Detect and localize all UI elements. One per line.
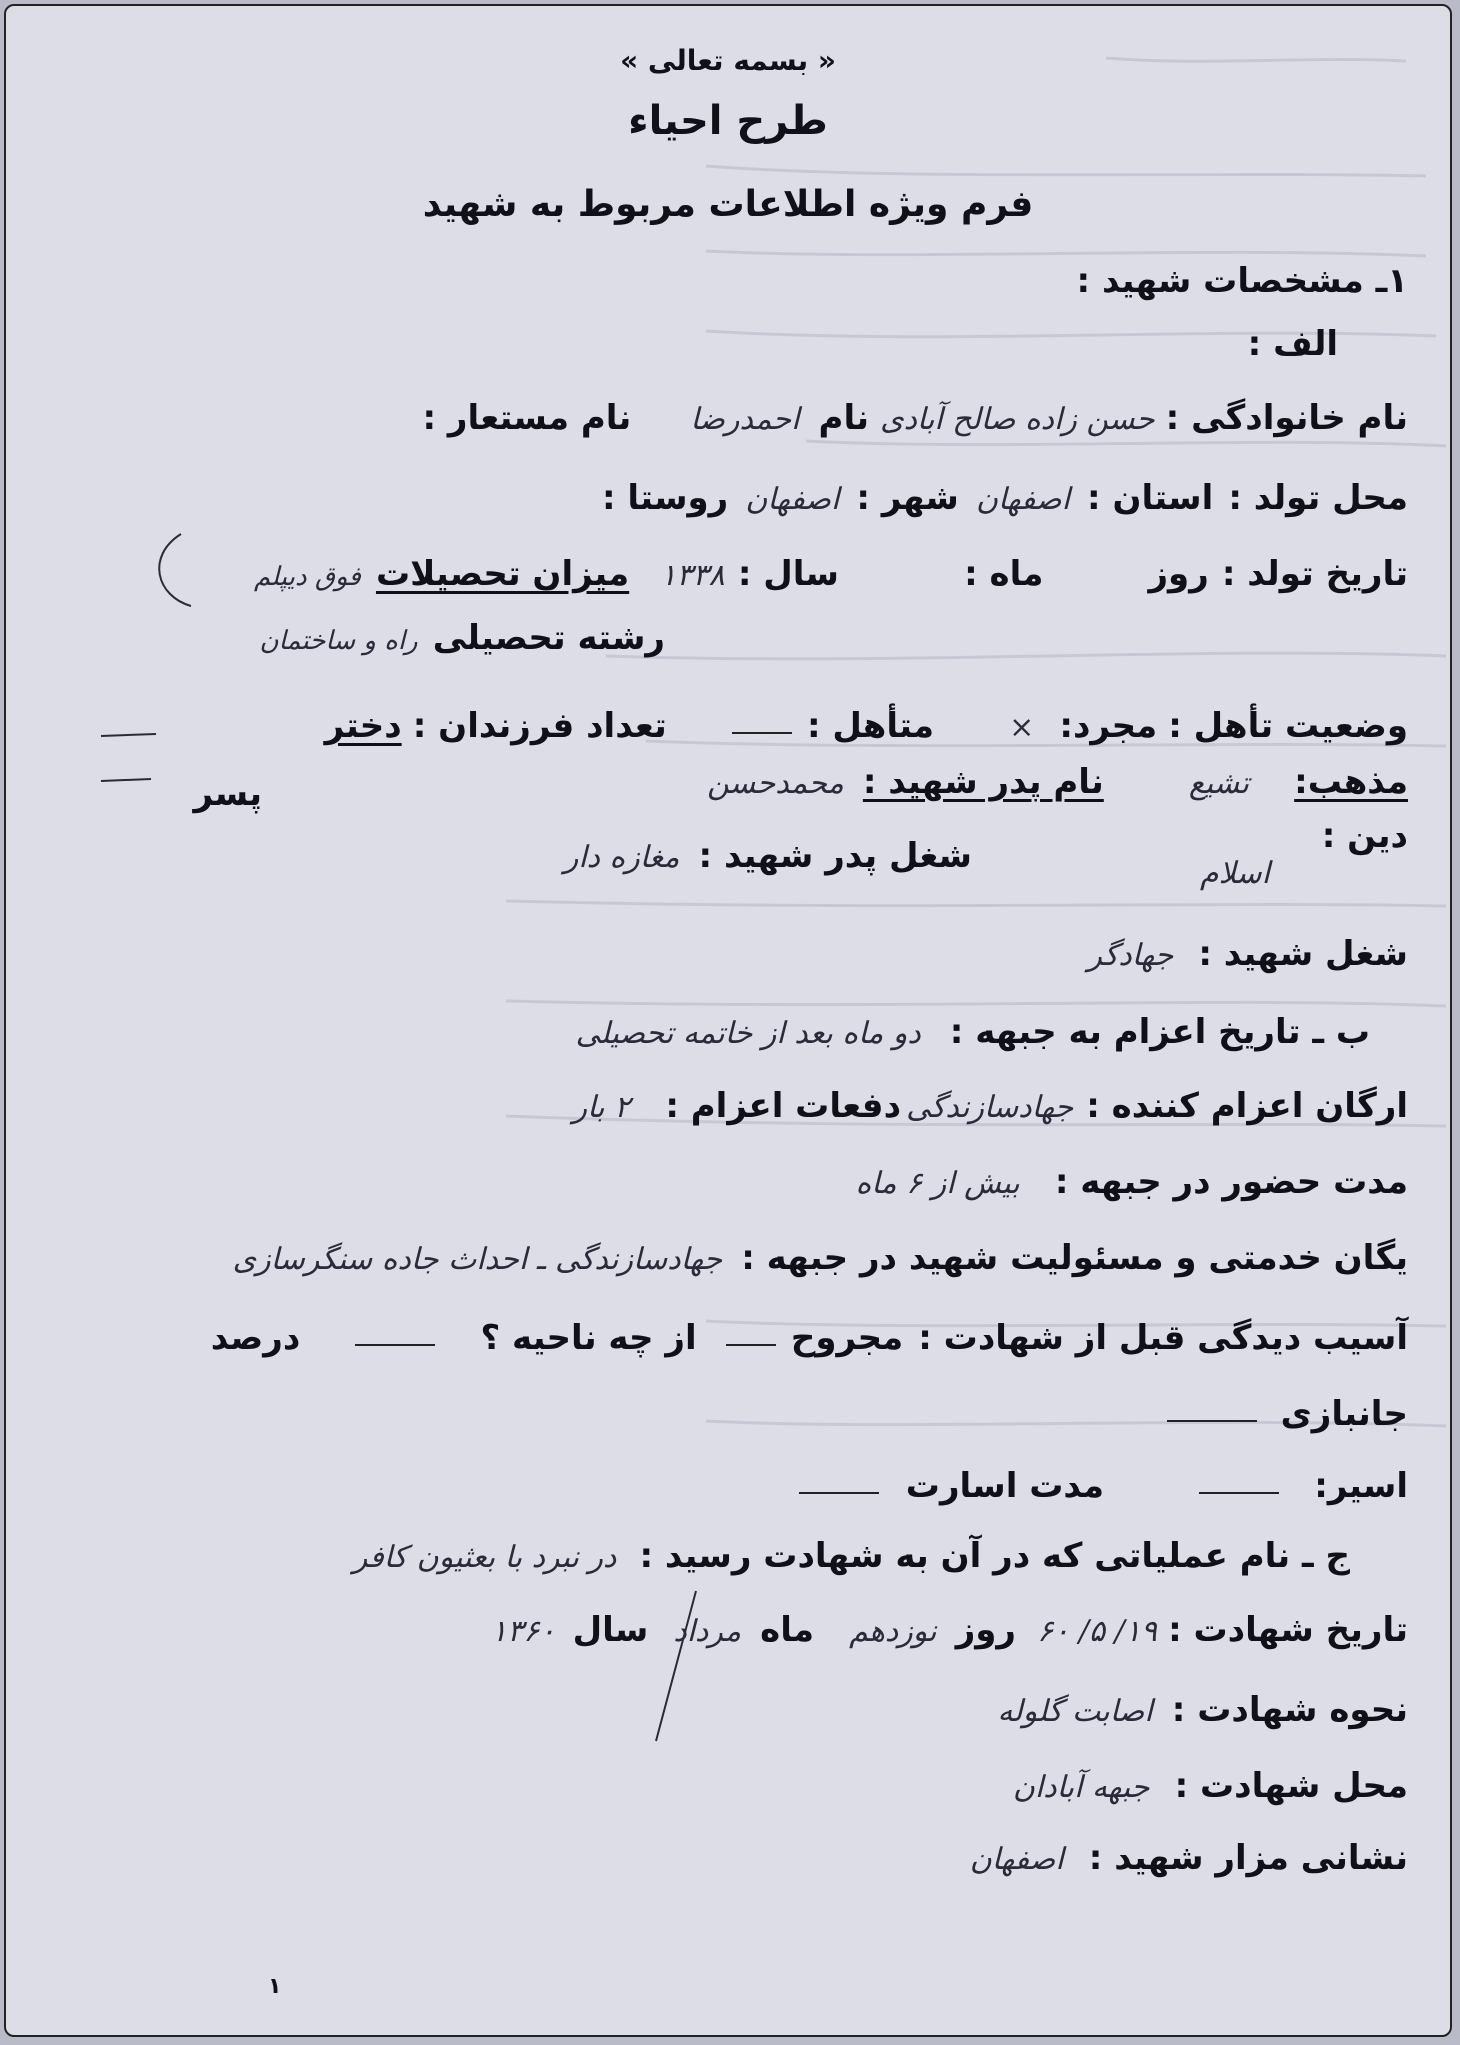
martyrdom-day-label: روز <box>955 1610 1016 1650</box>
form-title: طرح احیاء <box>628 98 828 144</box>
sect-label: مذهب: <box>1294 762 1408 802</box>
province-value: اصفهان <box>975 482 1070 517</box>
family-name-value: حسن زاده صالح آبادی <box>880 402 1155 437</box>
year-value: ۱۳۳۸ <box>660 558 725 593</box>
martyrdom-day-value: نوزدهم <box>849 1614 937 1649</box>
page-number: ۱ <box>268 1974 282 1999</box>
field-of-study-value: راه و ساختمان <box>259 626 418 656</box>
deployment-count-label: دفعات اعزام : <box>665 1086 902 1126</box>
percent-label: درصد <box>210 1318 301 1358</box>
date-divider-stroke <box>656 1591 696 1741</box>
form-page <box>4 4 1452 2037</box>
front-duration-value: بیش از ۶ ماه <box>855 1166 1020 1201</box>
marital-status-label: وضعیت تأهل : <box>1168 706 1408 746</box>
martyrdom-manner-value: اصابت گلوله <box>997 1694 1153 1729</box>
handwritten-marks <box>6 6 1452 2037</box>
form-subtitle: فرم ویژه اطلاعات مربوط به شهید <box>422 184 1034 225</box>
field-of-study-label: رشته تحصیلی <box>432 618 665 658</box>
birthplace-label: محل تولد : <box>1228 478 1408 518</box>
children-dash-mark-2 <box>101 779 151 781</box>
day-label: روز <box>1148 554 1209 594</box>
city-value: اصفهان <box>745 482 840 517</box>
children-dash-mark <box>101 734 156 736</box>
wounded-label: مجروح <box>790 1318 904 1358</box>
martyr-job-value: جهادگر <box>1087 938 1174 973</box>
first-name-label: نام <box>818 398 869 438</box>
province-label: استان : <box>1087 478 1214 518</box>
martyrdom-manner-label: نحوه شهادت : <box>1171 1690 1408 1730</box>
martyrdom-date-label: تاریخ شهادت : <box>1168 1610 1408 1650</box>
father-name-label: نام پدر شهید : <box>862 762 1104 802</box>
part-b-deployment-label: ب ـ تاریخ اعزام به جبهه : <box>949 1012 1370 1052</box>
single-value: × <box>1009 710 1035 745</box>
son-label: پسر <box>193 774 262 814</box>
martyrdom-month-label: ماه <box>760 1610 815 1650</box>
prisoner-label: اسیر: <box>1314 1466 1408 1506</box>
father-job-value: مغازه دار <box>563 840 680 875</box>
field-of-study-bracket <box>159 534 191 606</box>
martyrdom-place-label: محل شهادت : <box>1174 1766 1408 1806</box>
martyrdom-month-value: مرداد <box>673 1614 742 1649</box>
deployment-count-value: ۲ بار <box>572 1090 631 1125</box>
martyrdom-year-label: سال <box>572 1610 649 1650</box>
sect-value: تشیع <box>1188 766 1250 801</box>
martyr-job-label: شغل شهید : <box>1198 934 1408 974</box>
children-count-label: تعداد فرزندان : <box>412 706 667 746</box>
family-name-label: نام خانوادگی : <box>1165 398 1408 438</box>
religion-label: دین : <box>1321 816 1408 856</box>
martyrdom-full-date: ۱۹/ ۵/ ۶۰ <box>1037 1614 1157 1649</box>
grave-address-label: نشانی مزار شهید : <box>1088 1838 1408 1878</box>
married-label: متأهل : <box>806 706 935 746</box>
veteran-label: جانبازی <box>1280 1394 1408 1434</box>
year-label: سال : <box>737 554 839 594</box>
deploying-org-value: جهادسازندگی <box>906 1090 1074 1125</box>
education-level-label: میزان تحصیلات <box>375 554 630 594</box>
service-unit-label: یگان خدمتی و مسئولیت شهید در جبهه : <box>741 1238 1408 1278</box>
father-job-label: شغل پدر شهید : <box>698 836 972 876</box>
injury-label: آسیب دیدگی قبل از شهادت : <box>918 1318 1408 1358</box>
city-label: شهر : <box>856 478 959 518</box>
grave-address-value: اصفهان <box>969 1842 1064 1877</box>
religion-value: اسلام <box>1200 856 1270 891</box>
nickname-label: نام مستعار : <box>422 398 632 438</box>
deploying-org-label: ارگان اعزام کننده : <box>1086 1086 1408 1126</box>
single-label: مجرد: <box>1059 706 1158 746</box>
village-label: روستا : <box>601 478 729 518</box>
month-label: ماه : <box>964 554 1044 594</box>
first-name-value: احمدرضا <box>690 402 800 437</box>
deployment-date-value: دو ماه بعد از خاتمه تحصیلی <box>575 1016 921 1051</box>
injury-area-label: از چه ناحیه ؟ <box>480 1318 697 1358</box>
front-duration-label: مدت حضور در جبهه : <box>1054 1162 1408 1202</box>
section-1-heading: ۱ـ مشخصات شهید : <box>1076 261 1408 301</box>
martyrdom-place-value: جبهه آبادان <box>1012 1770 1150 1805</box>
part-a-label: الف : <box>1247 324 1338 364</box>
operation-value: در نبرد با بعثیون کافر <box>352 1540 617 1575</box>
basmala-heading: « بسمه تعالی » <box>620 44 836 77</box>
part-c-operation-label: ج ـ نام عملیاتی که در آن به شهادت رسید : <box>639 1536 1350 1576</box>
father-name-value: محمدحسن <box>707 766 844 801</box>
service-unit-value: جهادسازندگی ـ احداث جاده سنگرسازی <box>232 1242 723 1277</box>
martyrdom-year-value: ۱۳۶۰ <box>491 1614 556 1649</box>
birthdate-label: تاریخ تولد : <box>1221 554 1408 594</box>
daughter-label: دختر <box>324 706 402 746</box>
captivity-duration-label: مدت اسارت <box>905 1466 1105 1506</box>
education-level-value: فوق دیپلم <box>253 562 361 592</box>
